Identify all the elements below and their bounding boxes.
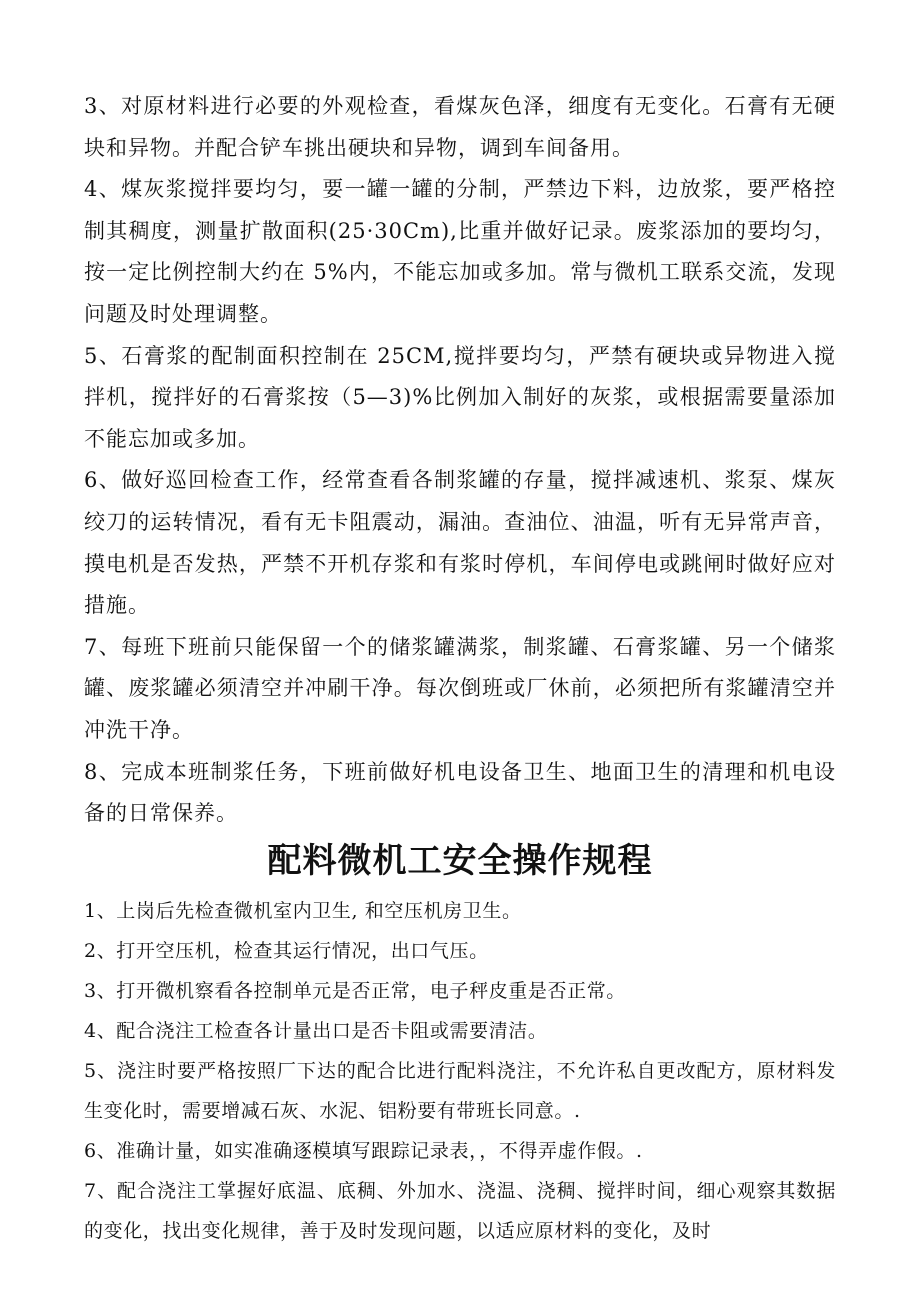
operator-item-5: 5、浇注时要严格按照厂下达的配合比进行配料浇注，不允许私自更改配方，原材料发生变化时，需要增减石灰、水泥、铝粉要有带班长同意。. (84, 1059, 836, 1122)
operator-item-4: 4、配合浇注工检查各计量出口是否卡阻或需要清洁。 (84, 1019, 548, 1042)
section-title: 配料微机工安全操作规程 (267, 840, 653, 881)
procedure-item-8: 8、完成本班制浆任务，下班前做好机电设备卫生、地面卫生的清理和机电设备的日常保养。 (84, 759, 836, 826)
procedure-item-5: 5、石膏浆的配制面积控制在 25CM,搅拌要均匀，严禁有硬块或异物进入搅拌机，搅拌好的石膏浆按（5—3)%比例加入制好的灰浆，或根据需要量添加不能忘加或多加。 (84, 343, 836, 451)
operator-item-7: 7、配合浇注工掌握好底温、底稠、外加水、浇温、浇稠、搅拌时间，细心观察其数据的变化，找出变化规律，善于及时发现问题，以适应原材料的变化，及时 (84, 1179, 836, 1242)
procedure-item-7: 7、每班下班前只能保留一个的储浆罐满浆，制浆罐、石膏浆罐、另一个储浆罐、废浆罐必须清空并冲刷干净。每次倒班或厂休前，必须把所有浆罐清空并冲洗干净。 (84, 634, 836, 742)
slurry-procedure-section (84, 86, 836, 835)
document-page (84, 86, 836, 1251)
operator-item-2: 2、打开空压机，检查其运行情况，出口气压。 (84, 939, 489, 962)
batching-operator-section (84, 891, 836, 1251)
procedure-item-6: 6、做好巡回检查工作，经常查看各制浆罐的存量，搅拌减速机、浆泵、煤灰绞刀的运转情况，看有无卡阻震动，漏油。查油位、油温，听有无异常声音，摸电机是否发热，严禁不开机存浆和有浆时停机，车间停电或跳闸时做好应对措施。 (84, 468, 836, 618)
operator-item-6: 6、准确计量，如实准确逐模填写跟踪记录表，，不得弄虚作假。. (84, 1139, 643, 1162)
procedure-item-3: 3、对原材料进行必要的外观检查，看煤灰色泽，细度有无变化。石膏有无硬块和异物。并配合铲车挑出硬块和异物，调到车间备用。 (84, 94, 836, 160)
operator-item-1: 1、上岗后先检查微机室内卫生, 和空压机房卫生。 (84, 899, 522, 922)
procedure-item-4: 4、煤灰浆搅拌要均匀，要一罐一罐的分制，严禁边下料，边放浆，要严格控制其稠度，测量扩散面积(25·30Cm),比重并做好记录。废浆添加的要均匀，按一定比例控制大约在 5%内，不能忘加或多加。常与微机工联系交流，发现问题及时处理调整。 (84, 177, 836, 326)
operator-item-3: 3、打开微机察看各控制单元是否正常，电子秤皮重是否正常。 (84, 979, 626, 1002)
